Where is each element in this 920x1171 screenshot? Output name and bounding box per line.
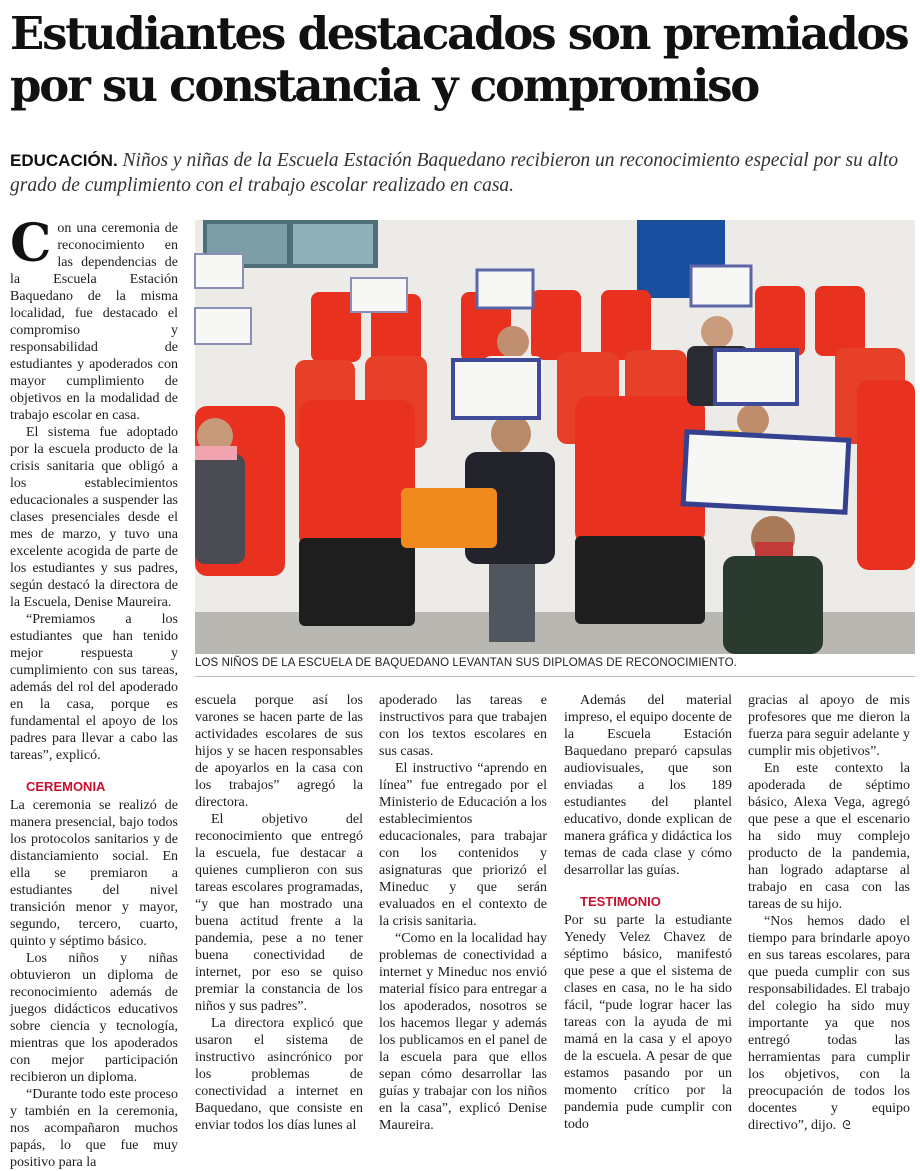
end-mark-icon: ᘓ: [842, 1118, 851, 1132]
article-paragraph: “Como en la localidad hay problemas de conectividad a internet y Mineduc nos envió material físico para entregar a los apoderados, nosotros se los hacemos llegar y además los publicamos en el panel de la escuela para que ellos sepan cómo desarrollar las guías y trabajar con los niños en la casa”, explicó Denise Maureira.: [379, 931, 547, 1133]
article-paragraph: “Premiamos a los estudiantes que han tenido mejor respuesta y cumplimiento con sus tareas, además del rol del apoderado en la casa, porque es fundamental el apoyo de los padres para llevar a cabo las tareas”, explicó.: [10, 612, 178, 763]
diploma: [351, 278, 407, 312]
diploma: [477, 270, 533, 308]
article-photo: [195, 220, 915, 654]
diploma: [453, 360, 539, 418]
article-paragraph: Con una ceremonia de reconocimiento en las dependencias de la Escuela Estación Baquedano de la misma localidad, fue destacado el compromiso y responsabilidad de estudiantes y apoderados con mayor cumplimiento de objetivos en la modalidad de trabajo escolar en casa.: [10, 213, 178, 423]
diploma: [195, 308, 251, 344]
diploma: [683, 432, 849, 512]
article-paragraph: escuela porque así los varones se hacen parte de las actividades escolares de sus hijos y se hacen responsables de apoyarlos en la casa con los trabajos” agregó la directora.: [195, 693, 363, 810]
article-paragraph: El objetivo del reconocimiento que entregó la escuela, fue destacar a quienes cumplieron con sus tareas escolares programadas, “y que han mostrado una buena actitud frente a la pandemia, pese a no tener buena conectividad de internet, por eso se quiso premiar la constancia de los niños y sus padres”.: [195, 812, 363, 1014]
classroom-photo-illustration: [195, 220, 915, 654]
drop-cap: C: [10, 213, 52, 274]
article-paragraph: Además del material impreso, el equipo docente de la Escuela Estación Baquedano preparó capsulas audiovisuales, que son enviadas a los 189 estudiantes del plantel educativo, donde explican de manera gráfica y didáctica los temas de cada clase y cómo desarrollar las guías.: [564, 693, 732, 878]
article-paragraph: “Durante todo este proceso y también en la ceremonia, nos acompañaron muchos papás, lo que fue muy positivo para la: [10, 1087, 178, 1170]
diploma: [715, 350, 797, 404]
article-paragraph: “Nos hemos dado el tiempo para brindarle apoyo en sus tareas escolares, para que pueda cumplir con sus responsabilidades. El trabajo del colegio ha sido muy importante ya que nos entregó todas las herramientas para cumplir los objetivos, con la preocupación de todos los docentes y equipo directivo”, dijo. ᘓ: [748, 914, 910, 1133]
article-paragraph: La ceremonia se realizó de manera presencial, bajo todos los protocolos sanitarios y de distanciamiento social. En ella se premiaron a estudiantes del nivel transición menor y mayor, segundo, tercero, cuarto, quinto y séptimo básico.: [10, 798, 178, 949]
photo-caption: LOS NIÑOS DE LA ESCUELA DE BAQUEDANO LEVANTAN SUS DIPLOMAS DE RECONOCIMIENTO.: [195, 657, 737, 669]
subhead-testimonio: TESTIMONIO: [580, 894, 661, 909]
deck-kicker: EDUCACIÓN.: [10, 151, 118, 170]
deck: [10, 148, 910, 198]
article-column-3: [379, 692, 547, 1134]
caption-divider: [195, 676, 915, 677]
article-column-4: [564, 692, 732, 1133]
article-paragraph: El sistema fue adoptado por la escuela producto de la crisis sanitaria que obligó a los establecimientos educacionales a suspender las clases presenciales desde el mes de marzo, y tuvo una excelente acogida de parte de los estudiantes y sus padres, según destacó la directora de la Escuela, Denise Maureira.: [10, 425, 178, 610]
diploma: [195, 254, 243, 288]
article-column-1: [10, 213, 178, 1171]
orange-backpack: [401, 488, 497, 548]
subhead-ceremonia: CEREMONIA: [26, 779, 106, 794]
article-paragraph: gracias al apoyo de mis profesores que me dieron la fuerza para seguir adelante y cumplir mis objetivos”.: [748, 693, 910, 759]
window-pane: [293, 224, 373, 264]
deck-text: Niños y niñas de la Escuela Estación Baquedano recibieron un reconocimiento especial por su alto grado de cumplimiento con el trabajo escolar realizado en casa.: [10, 150, 899, 196]
article-paragraph: En este contexto la apoderada de séptimo básico, Alexa Vega, agregó que pese a que el escenario ha sido muy complejo producto de la pandemia, han logrado adaptarse al trabajo en casa con las tareas de su hijo.: [748, 761, 910, 912]
diploma: [691, 266, 751, 306]
article-paragraph: El instructivo “aprendo en línea” fue entregado por el Ministerio de Educación a los establecimientos educacionales, para trabajar con los contenidos y asignaturas que priorizó el Mineduc y que serán evaluados en el contexto de la crisis sanitaria.: [379, 761, 547, 929]
article-paragraph: Por su parte la estudiante Yenedy Velez Chavez de séptimo básico, manifestó que pese a que el sistema de clases en casa, no le ha sido fácil, “pude lograr hacer las tareas con la ayuda de mi mamá en la casa y el apoyo de la escuela. A pesar de que estamos pasando por un momento crítico por la pandemia pude cumplir con todo: [564, 913, 732, 1132]
article-paragraph: Los niños y niñas obtuvieron un diploma de reconocimiento además de juegos didácticos educativos sobre ciencia y tecnología, mientras que los apoderados con mejor participación recibieron un diploma.: [10, 951, 178, 1085]
headline: Estudiantes destacados son premiados por su constancia y compromiso: [10, 7, 908, 112]
article-column-2: [195, 692, 363, 1134]
article-column-5: [748, 692, 910, 1134]
article-paragraph: La directora explicó que usaron el sistema de instructivo asincrónico por los problemas de conectividad a internet en Baquedano, que consiste en enviar todos los días lunes al: [195, 1016, 363, 1133]
article-paragraph: apoderado las tareas e instructivos para que trabajen con los textos escolares en sus casas.: [379, 693, 547, 759]
